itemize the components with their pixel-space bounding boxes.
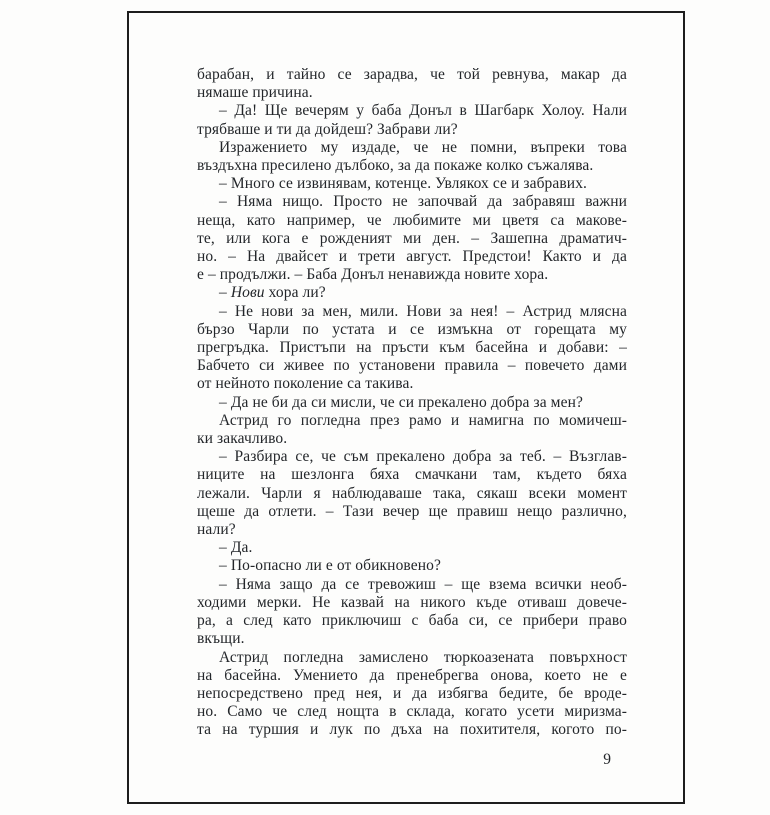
text-segment: лежали. Чарли я наблюдаваше така, сякаш всеки момент: [197, 484, 627, 502]
text-line: [197, 303, 627, 321]
text-segment: е – продължи. – Баба Донъл ненавижда новите хора.: [197, 266, 549, 284]
text-line: [197, 248, 627, 266]
text-segment: Бабчето си живее по установени правила – повечето дами: [197, 357, 627, 375]
text-line: [197, 157, 627, 175]
text-line: [197, 230, 627, 248]
text-line: [197, 576, 627, 594]
text-line: [197, 212, 627, 230]
text-line: [197, 466, 627, 484]
text-line: [197, 266, 627, 284]
text-segment: те, или кога е рожденият ми ден. – Зашепна драматич-: [197, 229, 627, 247]
text-segment: Астрид погледна замислено тюркоазената повърхност: [219, 648, 627, 666]
text-segment: ниците на шезлонга бяха смачкани там, където бяха: [197, 466, 627, 484]
text-segment: – Да.: [219, 539, 253, 557]
text-segment: Изражението му издаде, че не помни, въпреки това: [219, 138, 627, 156]
text-segment: въздъхна пресилено дълбоко, за да покаже колко съжалява.: [197, 157, 594, 175]
text-line: [197, 357, 627, 375]
text-line: [197, 121, 627, 139]
text-segment: прегръдка. Пристъпи на пръсти към басейна и добави: –: [197, 339, 627, 357]
text-line: [197, 594, 627, 612]
text-line: [197, 84, 627, 102]
text-segment: но. – На двайсет и трети август. Предстои! Както и да: [197, 248, 627, 266]
text-segment: – Няма защо да се тревожиш – ще взема всички необ-: [219, 575, 627, 593]
text-line: [197, 339, 627, 357]
text-segment: – Няма нищо. Просто не започвай да забравяш важни: [219, 193, 627, 211]
page-number: 9: [603, 751, 611, 768]
text-line: [197, 448, 627, 466]
emphasized-text: Нови: [230, 284, 265, 302]
text-line: [197, 375, 627, 393]
text-segment: ра, а след като приключиш с баба си, се прибери право: [197, 612, 627, 630]
text-segment: непосредствено пред нея, и да избягва бедите, бе вроде-: [197, 684, 627, 702]
text-line: [197, 703, 627, 721]
text-segment: ки закачливо.: [197, 430, 288, 448]
text-segment: неща, като например, че любимите ми цветя са макове-: [197, 211, 627, 229]
text-line: [197, 394, 627, 412]
text-line: [197, 685, 627, 703]
text-line: [197, 284, 627, 302]
text-segment: бързо Чарли по устата и се измъкна от горещата му: [197, 320, 627, 338]
text-segment: –: [219, 284, 231, 302]
text-segment: – По-опасно ли е от обикновено?: [219, 557, 441, 575]
text-line: [197, 193, 627, 211]
text-segment: на басейна. Умението да пренебрегва онова, което не е: [197, 666, 627, 684]
text-segment: – Не нови за мен, мили. Нови за нея! – Астрид млясна: [219, 302, 627, 320]
text-segment: – Да! Ще вечерям у баба Донъл в Шагбарк Холоу. Нали: [219, 102, 627, 120]
text-segment: ходими мерки. Не казвай на никого къде отиваш довече-: [197, 593, 627, 611]
text-segment: нали?: [197, 521, 236, 539]
text-line: [197, 175, 627, 193]
text-segment: Астрид го погледна през рамо и намигна по момичеш-: [219, 411, 627, 429]
text-segment: барабан, и тайно се зарадва, че той ревнува, макар да: [197, 66, 627, 83]
text-segment: – Много се извинявам, котенце. Увлякох се и забравих.: [219, 175, 588, 193]
text-line: [197, 612, 627, 630]
text-segment: хора ли?: [264, 284, 326, 302]
text-line: [197, 66, 627, 84]
text-segment: та на туршия и лук по дъха на похитителя, когото по-: [197, 721, 627, 739]
text-line: [197, 521, 627, 539]
text-line: [197, 139, 627, 157]
text-line: [197, 557, 627, 575]
text-segment: но. Само че след нощта в склада, когато усети миризма-: [197, 703, 627, 721]
text-line: [197, 721, 627, 739]
text-line: [197, 430, 627, 448]
text-line: [197, 321, 627, 339]
text-line: [197, 539, 627, 557]
text-line: [197, 102, 627, 120]
text-segment: вкъщи.: [197, 630, 245, 648]
text-line: [197, 503, 627, 521]
text-line: [197, 485, 627, 503]
text-segment: щеше да отлети. – Тази вечер ще правиш нещо различно,: [197, 502, 627, 520]
text-segment: – Да не би да си мисли, че си прекалено добра за мен?: [219, 393, 583, 411]
text-segment: – Разбира се, че съм прекалено добра за теб. – Възглав-: [219, 448, 627, 466]
text-lines: [197, 66, 627, 740]
text-segment: трябваше и ти да дойдеш? Забрави ли?: [197, 120, 458, 138]
text-line: [197, 667, 627, 685]
text-line: [197, 649, 627, 667]
text-line: [197, 630, 627, 648]
text-segment: нямаше причина.: [197, 84, 313, 102]
text-segment: от нейното поколение са такива.: [197, 375, 414, 393]
text-line: [197, 412, 627, 430]
